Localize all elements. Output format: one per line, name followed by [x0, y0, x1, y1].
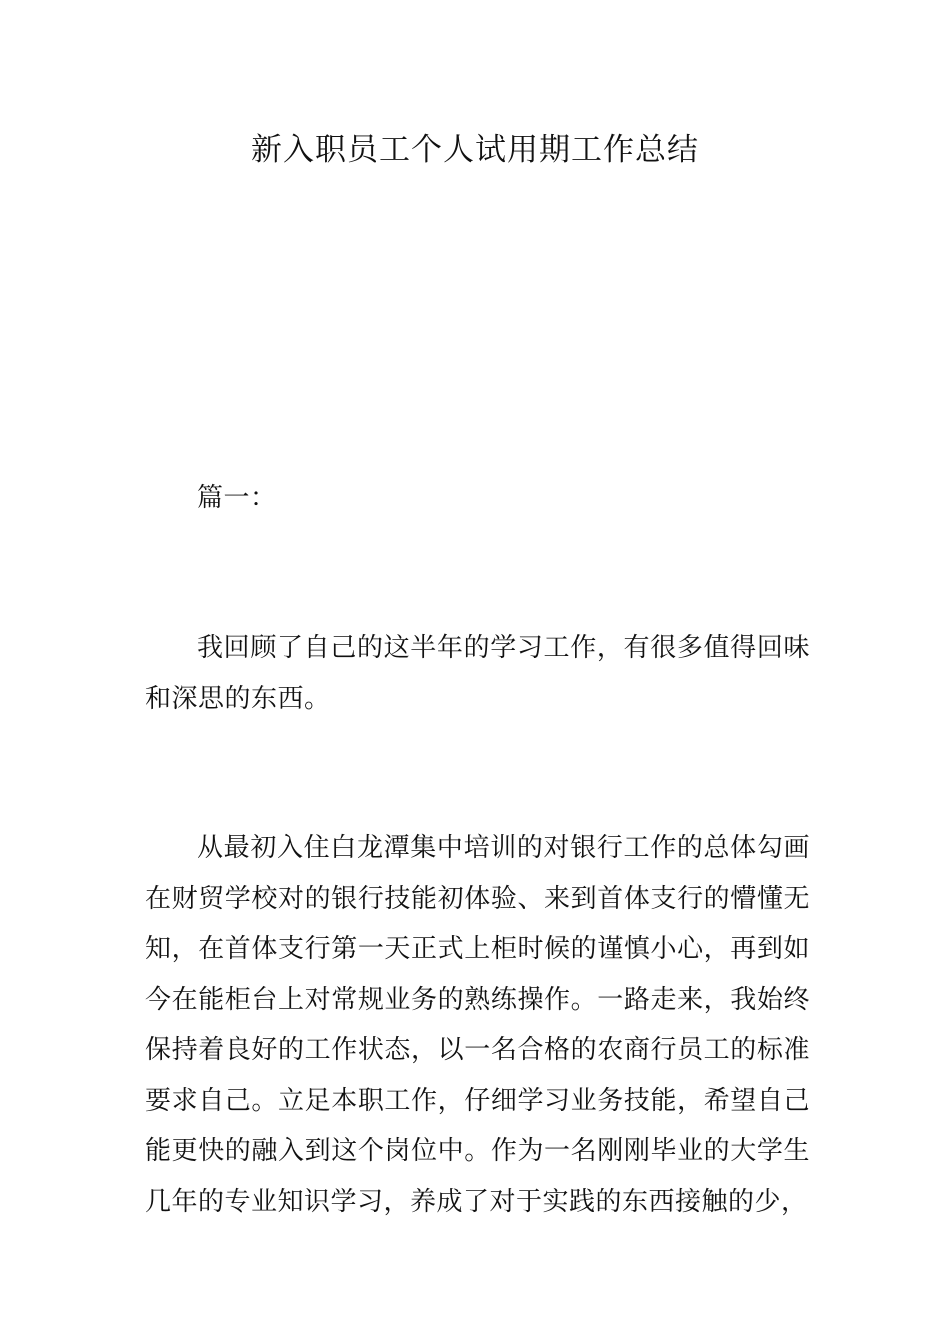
- document-title: 新入职员工个人试用期工作总结: [251, 132, 699, 168]
- paragraph-2: 从最初入住白龙潭集中培训的对银行工作的总体勾画在财贸学校对的银行技能初体验、来到首体支行的懵懂无知，在首体支行第一天正式上柜时候的谨慎小心，再到如今在能柜台上对常规业务的熟练操作。一路走来，我始终保持着良好的工作状态，以一名合格的农商行员工的标准要求自己。立足本职工作，仔细学习业务技能，希望自己能更快的融入到这个岗位中。作为一名刚刚毕业的大学生几年的专业知识学习，养成了对于实践的东西接触的少，: [145, 833, 810, 1217]
- section-heading: 篇一：: [197, 483, 277, 513]
- paragraph-1: 我回顾了自己的这半年的学习工作，有很多值得回味和深思的东西。: [145, 633, 810, 714]
